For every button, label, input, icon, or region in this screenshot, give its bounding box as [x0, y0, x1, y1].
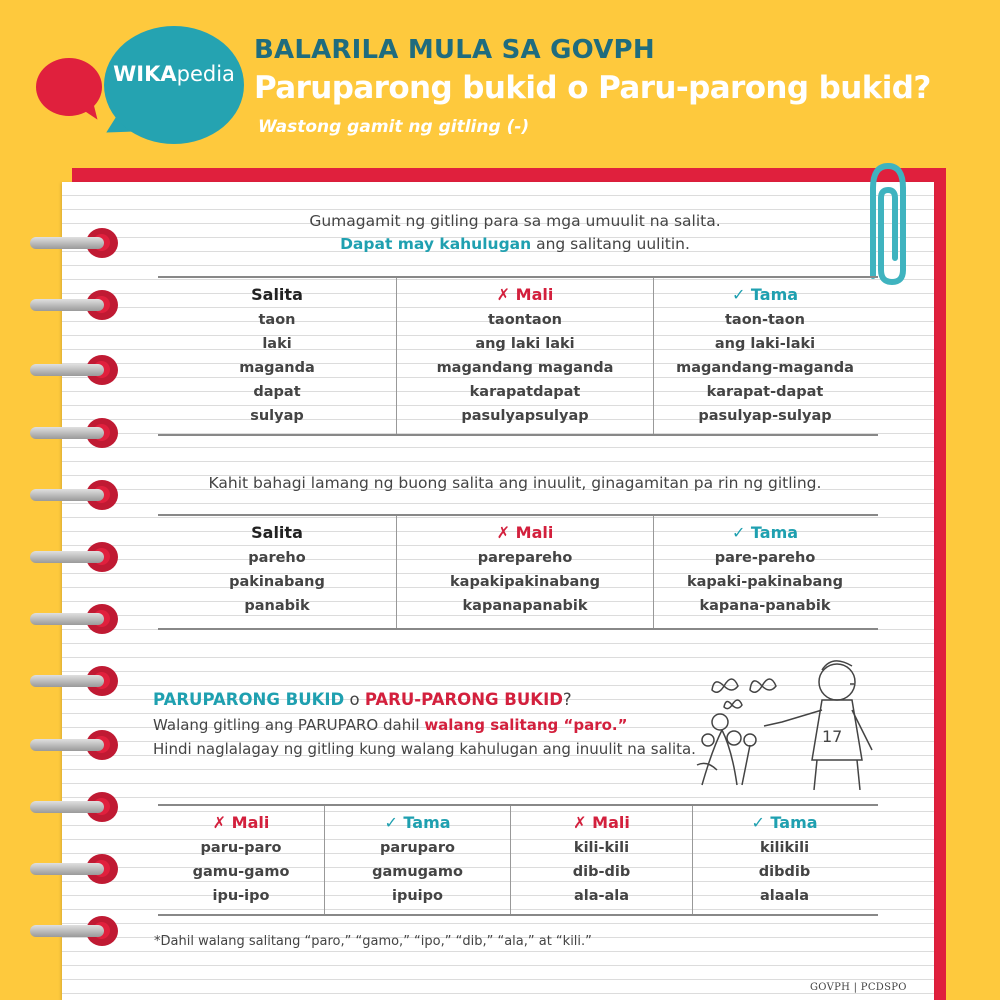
table-cell: panabik: [244, 598, 310, 614]
x-mark-icon: ✗: [496, 285, 516, 304]
table-cell: kapanapanabik: [462, 598, 588, 614]
section2-intro: Kahit bahagi lamang ng buong salita ang inuulit, ginagamitan pa rin ng gitling.: [208, 474, 822, 492]
table-cell: alaala: [759, 888, 810, 904]
table-cell: taon: [258, 312, 296, 328]
check-mark-icon: ✓: [731, 523, 751, 542]
ring-wire: [30, 299, 104, 311]
table-cell: ala-ala: [573, 888, 630, 904]
table-column: [396, 278, 653, 434]
ring-wire: [30, 675, 104, 687]
column-header: ✗ Mali: [573, 813, 630, 832]
table-column: [653, 516, 876, 628]
table-cell: kapaki-pakinabang: [687, 574, 843, 590]
table-cell: kapakipakinabang: [450, 574, 600, 590]
section3-table: [158, 804, 878, 916]
check-mark-icon: ✓: [731, 285, 751, 304]
column-header: ✗ Mali: [212, 813, 270, 832]
spiral-ring: [30, 228, 118, 258]
spiral-ring: [30, 730, 118, 760]
table-cell: magandang-maganda: [676, 360, 854, 376]
column-header: ✓ Tama: [731, 285, 799, 304]
table-cell: pasulyap-sulyap: [698, 408, 832, 424]
column-header: Salita: [251, 523, 303, 542]
ring-wire: [30, 427, 104, 439]
table-cell: sulyap: [250, 408, 304, 424]
page-title: Paruparong bukid o Paru-parong bukid?: [254, 70, 931, 106]
table-cell: parepareho: [477, 550, 573, 566]
table-column: [653, 278, 876, 434]
table-column: [396, 516, 653, 628]
table-column: [324, 806, 510, 914]
table-cell: gamugamo: [372, 864, 463, 880]
ring-wire: [30, 863, 104, 875]
table-cell: magandang maganda: [436, 360, 614, 376]
section3-explanation-1: Walang gitling ang PARUPARO dahil walang salitang “paro.”: [153, 716, 628, 734]
check-mark-icon: ✓: [384, 813, 404, 832]
table-cell: ipu-ipo: [212, 888, 270, 904]
table-cell: pareho: [248, 550, 306, 566]
table-column: [692, 806, 876, 914]
table-cell: dibdib: [758, 864, 811, 880]
spiral-ring: [30, 916, 118, 946]
table-cell: ang laki-laki: [714, 336, 816, 352]
table-cell: kili-kili: [573, 840, 630, 856]
table-cell: paru-paro: [200, 840, 282, 856]
table-column: [158, 278, 396, 434]
spiral-ring: [30, 604, 118, 634]
column-header: ✗ Mali: [496, 523, 554, 542]
column-header: ✗ Mali: [496, 285, 554, 304]
table-cell: pare-pareho: [714, 550, 816, 566]
spiral-ring: [30, 480, 118, 510]
ring-wire: [30, 489, 104, 501]
credit: GOVPH | PCDSPO: [810, 982, 907, 993]
table-cell: taon-taon: [724, 312, 806, 328]
table-cell: kilikili: [759, 840, 810, 856]
spiral-ring: [30, 854, 118, 884]
spiral-ring: [30, 290, 118, 320]
table-cell: ang laki laki: [475, 336, 575, 352]
column-header: ✓ Tama: [731, 523, 799, 542]
spiral-ring: [30, 418, 118, 448]
svg-text:17: 17: [822, 727, 843, 746]
table-column: [158, 516, 396, 628]
table-cell: taontaon: [487, 312, 562, 328]
footnote: *Dahil walang salitang “paro,” “gamo,” “ipo,” “dib,” “ala,” at “kili.”: [154, 934, 592, 949]
table-cell: maganda: [239, 360, 315, 376]
page-subtitle: Wastong gamit ng gitling (-): [258, 117, 530, 137]
ring-wire: [30, 364, 104, 376]
ring-wire: [30, 801, 104, 813]
boy-with-butterflies-illustration: [672, 650, 892, 790]
column-header: ✓ Tama: [384, 813, 451, 832]
table-cell: karapat-dapat: [706, 384, 824, 400]
table-cell: karapatdapat: [469, 384, 581, 400]
x-mark-icon: ✗: [573, 813, 593, 832]
table-cell: dib-dib: [572, 864, 631, 880]
spiral-ring: [30, 542, 118, 572]
table-cell: pakinabang: [229, 574, 325, 590]
header-kicker: BALARILA MULA SA GOVPH: [254, 35, 655, 65]
spiral-ring: [30, 666, 118, 696]
check-mark-icon: ✓: [751, 813, 771, 832]
section3-question: PARUPARONG BUKID o PARU-PARONG BUKID?: [153, 690, 572, 709]
wikapedia-logo: WIKApedia: [113, 62, 235, 86]
x-mark-icon: ✗: [496, 523, 516, 542]
spiral-ring: [30, 792, 118, 822]
table-cell: paruparo: [380, 840, 455, 856]
table-cell: laki: [262, 336, 292, 352]
x-mark-icon: ✗: [212, 813, 232, 832]
table-column: [158, 806, 324, 914]
section2-table: [158, 514, 878, 630]
ring-wire: [30, 237, 104, 249]
column-header: Salita: [251, 285, 303, 304]
section3-explanation-2: Hindi naglalagay ng gitling kung walang kahulugan ang inuulit na salita.: [153, 740, 696, 758]
ring-wire: [30, 613, 104, 625]
table-column: [510, 806, 692, 914]
section1-intro: Gumagamit ng gitling para sa mga umuulit na salita. Dapat may kahulugan ang salitang uulitin.: [309, 212, 721, 253]
ring-wire: [30, 925, 104, 937]
table-cell: kapana-panabik: [699, 598, 831, 614]
ring-wire: [30, 551, 104, 563]
table-cell: ipuipo: [392, 888, 443, 904]
table-cell: pasulyapsulyap: [461, 408, 589, 424]
spiral-ring: [30, 355, 118, 385]
column-header: ✓ Tama: [751, 813, 818, 832]
table-cell: dapat: [253, 384, 301, 400]
ring-wire: [30, 739, 104, 751]
section1-table: [158, 276, 878, 436]
table-cell: gamu-gamo: [192, 864, 290, 880]
